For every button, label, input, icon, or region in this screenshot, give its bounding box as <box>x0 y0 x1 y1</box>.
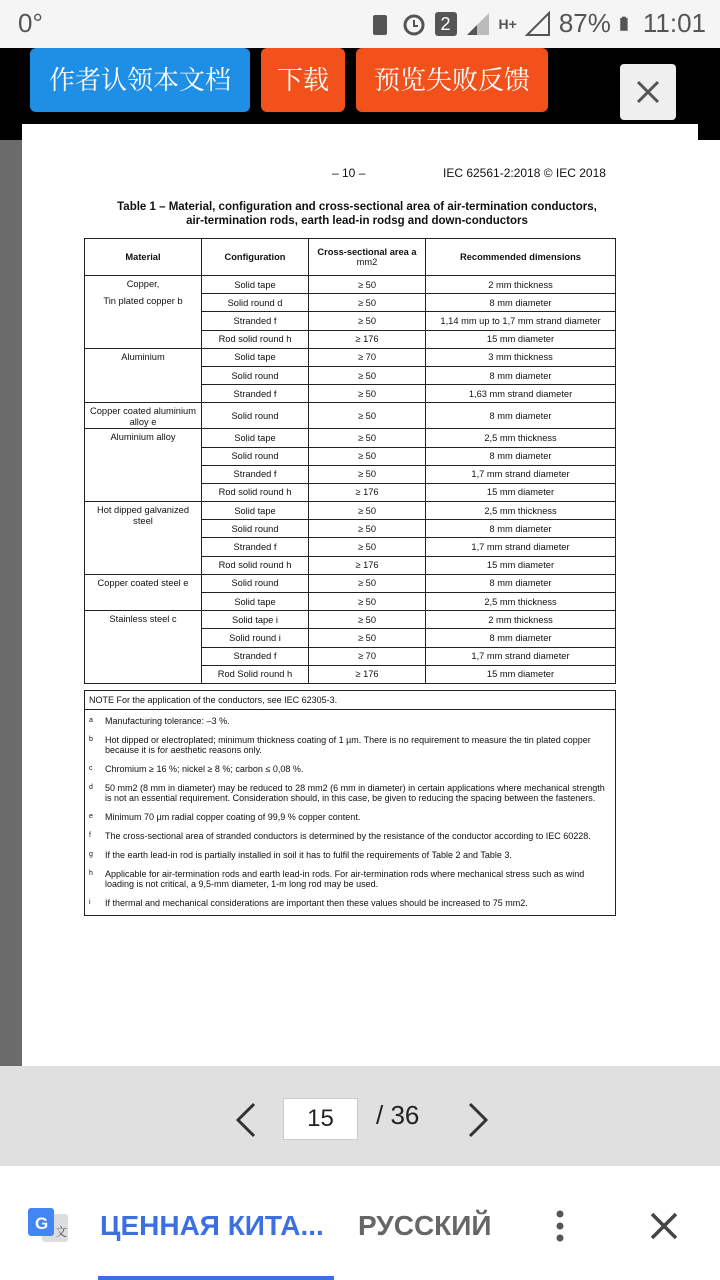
footnote-key: d <box>89 784 93 791</box>
svg-text:文: 文 <box>55 1225 68 1239</box>
cell-dimensions: 8 mm diameter <box>426 629 616 647</box>
cell-material <box>85 429 202 502</box>
material-label: Copper, <box>126 279 160 289</box>
viewer-margin-left <box>0 140 22 1066</box>
col-area-label: Cross-sectional area a <box>317 247 417 257</box>
translate-bar <box>0 1166 720 1280</box>
claim-document-button[interactable]: 作者认领本文档 <box>30 48 250 112</box>
page-total: / 36 <box>376 1100 420 1130</box>
table-header-row <box>85 239 616 276</box>
footnote <box>85 714 615 728</box>
document-page <box>22 124 698 1066</box>
cell-area: ≥ 50 <box>309 593 426 611</box>
cell-area: ≥ 50 <box>309 366 426 384</box>
cell-area: ≥ 50 <box>309 538 426 556</box>
cell-configuration: Stranded f <box>202 647 309 665</box>
footnote-text: Applicable for air-termination rods and earth lead-in rods. For air-termination rods where mechanical stress such as wind loading is not critical, a 9,5-mm diameter, 1-m long rod may be used. <box>105 869 585 889</box>
cell-area: ≥ 50 <box>309 276 426 294</box>
col-area <box>309 239 426 276</box>
footnote-key: e <box>89 813 93 820</box>
col-material: Material <box>85 239 202 276</box>
next-page-icon[interactable] <box>462 1100 492 1140</box>
material-label: Copper coated aluminium alloy e <box>90 406 196 428</box>
footnote-key: f <box>89 832 91 839</box>
table-note: NOTE For the application of the conductors, see IEC 62305-3. <box>85 691 615 710</box>
footnote-key: h <box>89 870 93 877</box>
cell-dimensions: 15 mm diameter <box>426 483 616 501</box>
cell-area: ≥ 176 <box>309 556 426 574</box>
material-label: Stainless steel c <box>109 614 177 625</box>
cell-area: ≥ 50 <box>309 429 426 447</box>
google-translate-icon <box>26 1206 70 1244</box>
cell-area: ≥ 50 <box>309 385 426 403</box>
cell-material <box>85 403 202 429</box>
cell-dimensions: 15 mm diameter <box>426 556 616 574</box>
close-translate-icon[interactable] <box>644 1206 684 1246</box>
table-row <box>85 429 616 447</box>
footnote <box>85 867 615 891</box>
source-language-tab[interactable]: ЦЕННАЯ КИТА... <box>100 1210 324 1241</box>
cell-area: ≥ 50 <box>309 502 426 520</box>
cell-configuration: Rod Solid round h <box>202 665 309 683</box>
footnote-text: Chromium ≥ 16 %; nickel ≥ 8 %; carbon ≤ 0,08 %. <box>105 764 304 774</box>
cell-dimensions: 1,7 mm strand diameter <box>426 538 616 556</box>
cell-configuration: Stranded f <box>202 465 309 483</box>
table-row <box>85 611 616 629</box>
col-area-unit: mm2 <box>356 257 378 267</box>
cell-dimensions: 8 mm diameter <box>426 574 616 592</box>
cell-configuration: Solid round <box>202 520 309 538</box>
table-title-line2: air-termination rods, earth lead-in rodsg and down-conductors <box>186 215 528 227</box>
cell-area: ≥ 50 <box>309 447 426 465</box>
cell-dimensions: 1,7 mm strand diameter <box>426 465 616 483</box>
cell-configuration: Stranded f <box>202 538 309 556</box>
material-label: Tin plated copper b <box>103 296 183 306</box>
footnote <box>85 896 615 910</box>
cell-dimensions: 2,5 mm thickness <box>426 593 616 611</box>
cell-configuration: Solid round <box>202 574 309 592</box>
footnote-key: a <box>89 717 93 724</box>
cell-configuration: Solid tape i <box>202 611 309 629</box>
cell-configuration: Rod solid round h <box>202 483 309 501</box>
cell-dimensions: 2 mm thickness <box>426 276 616 294</box>
footnote-text: The cross-sectional area of stranded conductors is determined by the resistance of the conductor according to IEC 60228. <box>105 831 591 841</box>
cell-dimensions: 15 mm diameter <box>426 665 616 683</box>
cell-configuration: Stranded f <box>202 312 309 330</box>
cell-area: ≥ 50 <box>309 312 426 330</box>
footnote <box>85 733 615 757</box>
temperature-text: 0° <box>18 8 43 38</box>
target-language-tab[interactable]: РУССКИЙ <box>358 1210 492 1241</box>
notification-badge: 2 <box>435 12 457 36</box>
footnote <box>85 829 615 843</box>
footnote <box>85 781 615 805</box>
cell-area: ≥ 176 <box>309 665 426 683</box>
battery-icon <box>619 11 635 37</box>
cell-configuration: Solid round d <box>202 294 309 312</box>
cell-area: ≥ 50 <box>309 465 426 483</box>
materials-table <box>84 238 616 684</box>
cell-dimensions: 3 mm thickness <box>426 348 616 366</box>
footnote <box>85 762 615 776</box>
footnote-text: If thermal and mechanical considerations are important then these values should be increased to 75 mm2. <box>105 898 528 908</box>
cell-configuration: Solid round <box>202 447 309 465</box>
cell-area: ≥ 176 <box>309 330 426 348</box>
cell-area: ≥ 176 <box>309 483 426 501</box>
cell-dimensions: 1,63 mm strand diameter <box>426 385 616 403</box>
more-options-icon[interactable] <box>548 1208 572 1244</box>
pager <box>0 1066 720 1166</box>
table-title <box>72 200 642 228</box>
footnote-text: Minimum 70 µm radial copper coating of 99,9 % copper content. <box>105 812 361 822</box>
footnote <box>85 848 615 862</box>
active-tab-indicator <box>98 1276 334 1280</box>
document-viewer[interactable] <box>0 140 720 1166</box>
cell-dimensions: 1,14 mm up to 1,7 mm strand diameter <box>426 312 616 330</box>
cell-dimensions: 15 mm diameter <box>426 330 616 348</box>
prev-page-icon[interactable] <box>232 1100 262 1140</box>
cell-configuration: Solid round i <box>202 629 309 647</box>
battery-percent: 87% <box>558 8 611 38</box>
signal-icon <box>465 11 491 37</box>
table-row <box>85 348 616 366</box>
cell-material <box>85 611 202 684</box>
close-button[interactable] <box>620 64 676 120</box>
preview-feedback-button[interactable]: 预览失败反馈 <box>356 48 548 112</box>
table-row <box>85 276 616 294</box>
col-dimensions: Recommended dimensions <box>426 239 616 276</box>
cell-area: ≥ 50 <box>309 294 426 312</box>
cell-area: ≥ 70 <box>309 647 426 665</box>
cell-configuration: Solid tape <box>202 348 309 366</box>
cell-dimensions: 8 mm diameter <box>426 520 616 538</box>
standard-label: IEC 62561-2:2018 © IEC 2018 <box>443 166 606 180</box>
cell-area: ≥ 50 <box>309 403 426 429</box>
network-type: H+ <box>498 15 517 32</box>
material-label: Copper coated steel e <box>97 577 189 588</box>
table-row <box>85 502 616 520</box>
material-label: Hot dipped galvanized steel <box>96 505 189 527</box>
close-icon <box>620 64 676 120</box>
cell-configuration: Solid tape <box>202 429 309 447</box>
footnote <box>85 810 615 824</box>
cell-material <box>85 276 202 349</box>
clock: 11:01 <box>642 8 706 38</box>
cell-dimensions: 8 mm diameter <box>426 403 616 429</box>
signal-bars-icon <box>525 11 551 37</box>
footnote-key: c <box>89 765 93 772</box>
table-row <box>85 574 616 592</box>
page-input[interactable]: 15 <box>283 1098 358 1140</box>
footnote-text: Manufacturing tolerance: –3 %. <box>105 716 230 726</box>
cell-configuration: Solid round <box>202 403 309 429</box>
material-label: Aluminium <box>121 351 165 362</box>
footnote-text: 50 mm2 (8 mm in diameter) may be reduced to 28 mm2 (6 mm in diameter) in certain applications where mechanical strength is not an essential requirement. Consideration should, in this case, be given to reducing the spacing between the fasteners. <box>105 783 605 803</box>
footnote-key: i <box>89 899 91 906</box>
cell-area: ≥ 70 <box>309 348 426 366</box>
cell-area: ≥ 50 <box>309 629 426 647</box>
cell-dimensions: 1,7 mm strand diameter <box>426 647 616 665</box>
cell-configuration: Rod solid round h <box>202 330 309 348</box>
cell-material <box>85 502 202 575</box>
status-bar <box>0 0 720 48</box>
recycle-icon <box>367 11 393 37</box>
alarm-icon <box>401 11 427 37</box>
footnote-key: b <box>89 736 93 743</box>
cell-dimensions: 8 mm diameter <box>426 366 616 384</box>
download-button[interactable]: 下载 <box>261 48 345 112</box>
cell-dimensions: 8 mm diameter <box>426 294 616 312</box>
cell-configuration: Stranded f <box>202 385 309 403</box>
footnote-text: Hot dipped or electroplated; minimum thickness coating of 1 µm. There is no requirement to measure the tin plated copper because it is for aesthetic reasons only. <box>105 735 591 755</box>
table-title-line1: Table 1 – Material, configuration and cross-sectional area of air-termination conductors, <box>117 201 597 213</box>
cell-area: ≥ 50 <box>309 520 426 538</box>
table-row <box>85 403 616 429</box>
viewer-margin-right <box>698 140 720 1066</box>
page-number-label: – 10 – <box>332 166 366 180</box>
cell-configuration: Solid tape <box>202 276 309 294</box>
cell-configuration: Rod solid round h <box>202 556 309 574</box>
cell-dimensions: 2,5 mm thickness <box>426 429 616 447</box>
footnote-text: If the earth lead-in rod is partially installed in soil it has to fulfil the requirements of Table 2 and Table 3. <box>105 850 512 860</box>
cell-area: ≥ 50 <box>309 611 426 629</box>
footnote-key: g <box>89 851 93 858</box>
footnotes <box>85 710 615 910</box>
svg-text:G: G <box>35 1214 49 1233</box>
cell-dimensions: 8 mm diameter <box>426 447 616 465</box>
cell-dimensions: 2 mm thickness <box>426 611 616 629</box>
cell-configuration: Solid tape <box>202 502 309 520</box>
col-configuration: Configuration <box>202 239 309 276</box>
cell-configuration: Solid tape <box>202 593 309 611</box>
cell-material <box>85 574 202 610</box>
cell-area: ≥ 50 <box>309 574 426 592</box>
cell-configuration: Solid round <box>202 366 309 384</box>
notes-box <box>84 690 616 916</box>
material-label: Aluminium alloy <box>110 432 176 443</box>
cell-dimensions: 2,5 mm thickness <box>426 502 616 520</box>
cell-material <box>85 348 202 403</box>
